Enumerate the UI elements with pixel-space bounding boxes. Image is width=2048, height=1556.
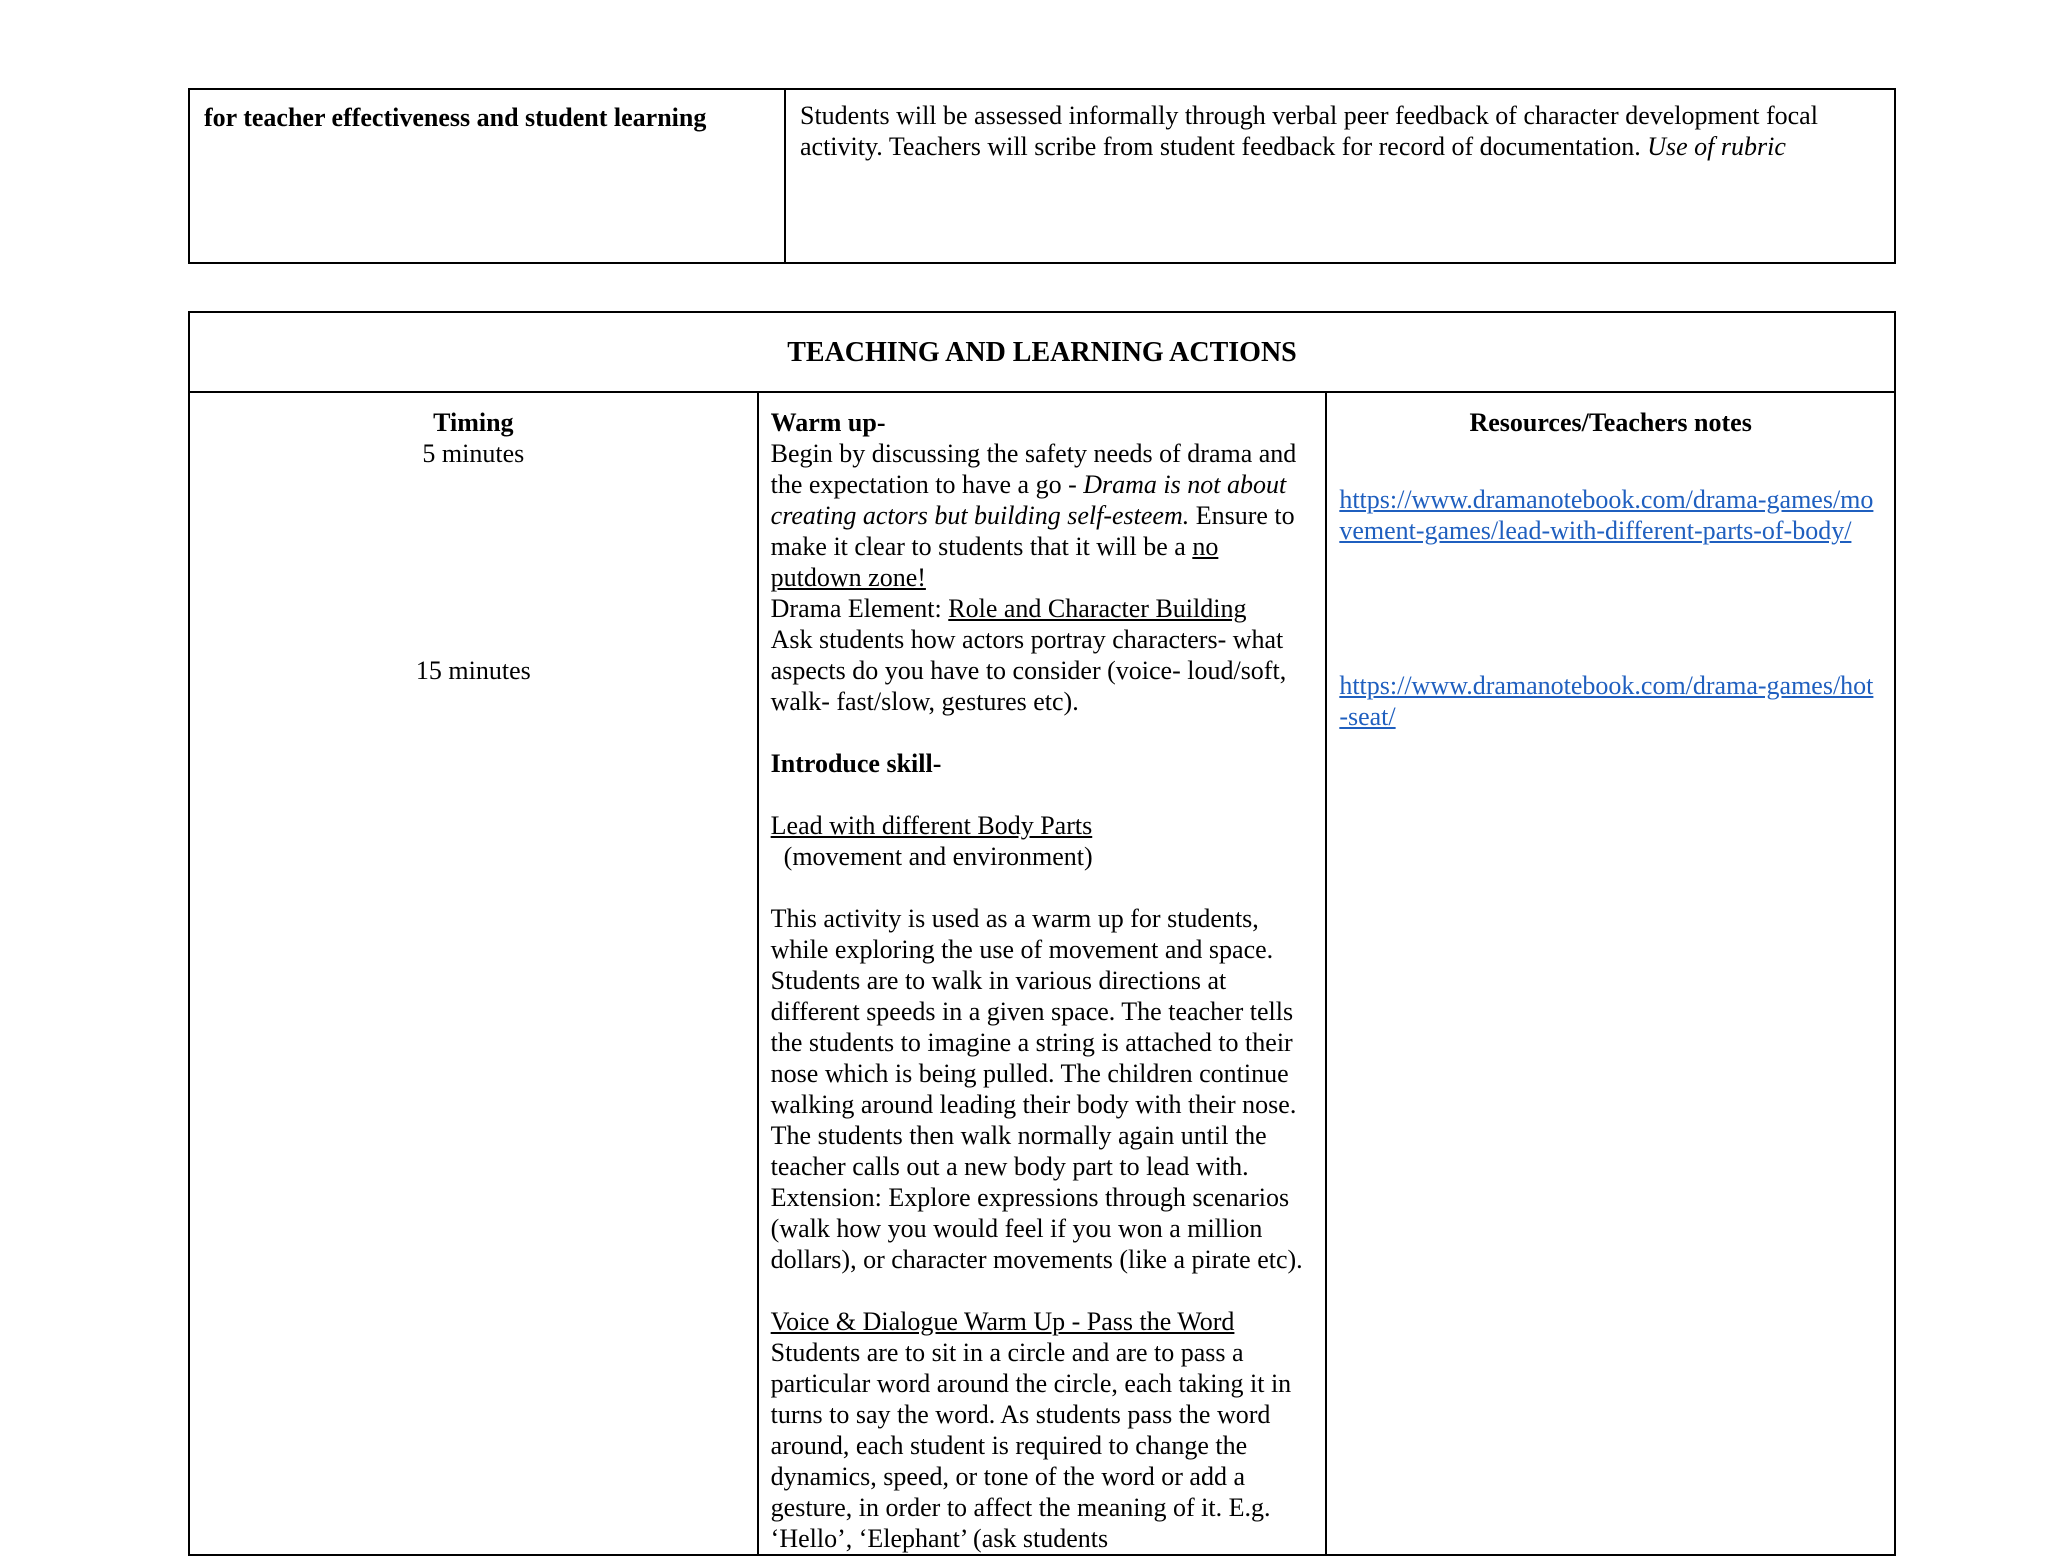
timing-column [189, 392, 758, 1555]
drama-element-prefix: Drama Element: [770, 594, 949, 623]
resources-column [1326, 392, 1895, 1555]
link-hot-seat[interactable]: https://www.dramanotebook.com/drama-games/hot-seat/ [1339, 671, 1874, 731]
no-putdown-zone: no putdown zone! [770, 532, 1219, 592]
warmup-intro: Begin by discussing the safety needs of drama and the expectation to have a go - [770, 439, 1297, 499]
warmup-ensure: Ensure to make it clear to students that it will be a [770, 501, 1295, 561]
link-lead-with-body-parts[interactable]: https://www.dramanotebook.com/drama-games/movement-games/lead-with-different-parts-of-body/ [1339, 485, 1874, 545]
drama-element-value: Role and Character Building [948, 594, 1247, 623]
assessment-rubric-note: Use of rubric [1647, 132, 1786, 161]
teaching-learning-table [188, 311, 1896, 1556]
warmup-heading: Warm up- [770, 408, 886, 437]
lead-paragraph-2: Students are to walk in various directions at different speeds in a given space. The teacher tells the students to imagine a string is attached to their nose which is being pulled. The children continue walking around leading their body with their nose. The students then walk normally again until the teacher calls out a new body part to lead with. [770, 966, 1297, 1181]
lead-activity-title [771, 810, 1314, 872]
assessment-label-cell [189, 89, 785, 263]
time-skill: 15 minutes [415, 656, 531, 685]
voice-paragraph-1: Students are to sit in a circle and are to pass a particular word around the circle, each taking it in turns to say the word. As students pass the word around, each student is required to change the dynamics, speed, or tone of the word or add a gesture, in order to affect the meaning of it. E.g. ‘Hello’, ‘Elephant’ (ask students [770, 1338, 1292, 1553]
assessment-label: for teacher effectiveness and student learning [204, 103, 707, 132]
assessment-text: Students will be assessed informally through verbal peer feedback of character development focal activity. Teachers will scribe from student feedback for record of documentation. [800, 101, 1818, 161]
warmup-italic: Drama is not about creating actors but building self-esteem. [770, 470, 1287, 530]
resources-header: Resources/Teachers notes [1469, 408, 1752, 437]
drama-element [771, 593, 1314, 624]
lead-suffix: (movement and environment) [770, 842, 1093, 871]
teaching-title: TEACHING AND LEARNING ACTIONS [189, 312, 1895, 392]
lead-title: Lead with different Body Parts [770, 811, 1093, 840]
warmup-ask: Ask students how actors portray characters- what aspects do you have to consider (voice- loud/soft, walk- fast/slow, gestures etc). [770, 625, 1287, 716]
actions-column [758, 392, 1327, 1555]
voice-activity-title: Voice & Dialogue Warm Up - Pass the Word [770, 1307, 1235, 1336]
lead-paragraph-3: Extension: Explore expressions through scenarios (walk how you would feel if you won a million dollars), or character movements (like a pirate etc). [770, 1183, 1303, 1274]
warmup-paragraph [771, 438, 1314, 593]
assessment-table [188, 88, 1896, 264]
lead-paragraph-1: This activity is used as a warm up for students, while exploring the use of movement and space. [770, 904, 1274, 964]
skill-heading: Introduce skill- [770, 749, 942, 778]
assessment-text-cell [785, 89, 1895, 263]
time-warmup: 5 minutes [422, 439, 525, 468]
timing-header: Timing [433, 408, 514, 437]
